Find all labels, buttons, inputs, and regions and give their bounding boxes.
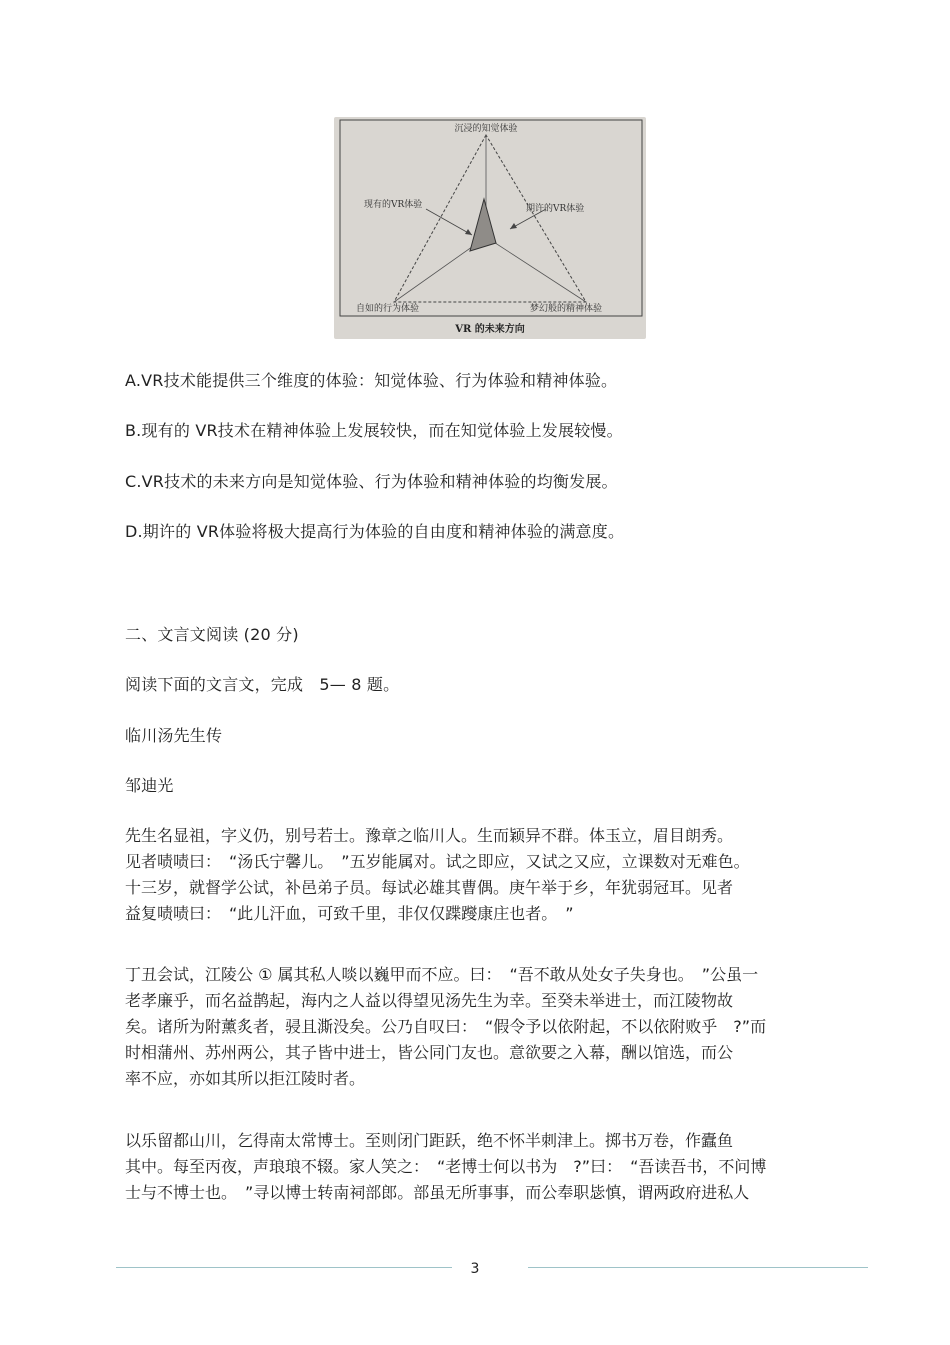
paragraph-1 (125, 823, 750, 927)
vr-diagram (334, 117, 646, 339)
label-expected-vr: 期许的VR体验 (526, 204, 585, 214)
paragraph-line: 矣。诸所为附薰炙者，骎且澌没矣。公乃自叹曰： “假令予以依附起，不以依附败乎 ?”而 (125, 1017, 767, 1036)
diagram-frame (340, 120, 642, 316)
article-title: 临川汤先生传 (125, 726, 223, 745)
vr-diagram-svg (334, 117, 646, 339)
paragraph-line: 先生名显祖，字义仍，别号若士。豫章之临川人。生而颖异不群。体玉立，眉目朗秀。 (125, 826, 734, 845)
paragraph-line: 其中。每至丙夜，声琅琅不辍。家人笑之： “老博士何以书为 ?”曰： “吾读吾书，不问博 (125, 1157, 767, 1176)
page-number: 3 (470, 1261, 480, 1277)
reading-instruction: 阅读下面的文言文，完成 5— 8 题。 (125, 675, 400, 694)
label-bottom-left: 自如的行为体验 (356, 304, 420, 314)
option-c: C.VR技术的未来方向是知觉体验、行为体验和精神体验的均衡发展。 (125, 472, 618, 491)
inner-triangle (470, 199, 496, 251)
paragraph-line: 十三岁，就督学公试，补邑弟子员。每试必雄其曹偶。庚午举于乡，年犹弱冠耳。见者 (125, 878, 734, 897)
paragraph-line: 见者啧啧曰： “汤氏宁馨儿。 ”五岁能属对。试之即应，又试之又应，立课数对无难色。 (125, 852, 750, 871)
paragraph-2 (125, 962, 766, 1092)
axis-right (486, 237, 586, 302)
paragraph-line: 老孝廉乎，而名益鹊起，海内之人益以得望见汤先生为幸。至癸未举进士，而江陵物故 (125, 991, 734, 1010)
label-top: 沉浸的知觉体验 (454, 124, 518, 134)
paragraph-3 (125, 1128, 766, 1206)
label-bottom-right: 梦幻般的精神体验 (530, 304, 603, 314)
paragraph-line: 以乐留都山川，乞得南太常博士。至则闭门距跃，绝不怀半刺津上。掷书万卷，作蠹鱼 (125, 1131, 734, 1150)
section-heading: 二、文言文阅读 (20 分) (125, 625, 299, 644)
paragraph-line: 时相蒲州、苏州两公，其子皆中进士，皆公同门友也。意欲要之入幕，酬以馆选，而公 (125, 1043, 734, 1062)
diagram-title: VR 的未来方向 (455, 324, 525, 335)
footer-divider-left (116, 1267, 452, 1268)
footer-divider-right (528, 1267, 868, 1268)
label-current-vr: 现有的VR体验 (364, 200, 423, 210)
option-a: A.VR技术能提供三个维度的体验：知觉体验、行为体验和精神体验。 (125, 371, 618, 390)
arrow-current (426, 209, 472, 235)
option-b: B.现有的 VR技术在精神体验上发展较快，而在知觉体验上发展较慢。 (125, 421, 623, 440)
option-d: D.期许的 VR体验将极大提高行为体验的自由度和精神体验的满意度。 (125, 522, 625, 541)
paragraph-line: 丁丑会试，江陵公 ① 属其私人啖以巍甲而不应。曰： “吾不敢从处女子失身也。 ”公虽一 (125, 965, 759, 984)
paragraph-line: 益复啧啧曰： “此儿汗血，可致千里，非仅仅蹀躞康庄也者。 ” (125, 904, 574, 923)
paragraph-line: 士与不博士也。 ”寻以博士转南祠部郎。部虽无所事事，而公奉职毖慎，谓两政府进私人 (125, 1183, 750, 1202)
article-author: 邹迪光 (125, 776, 174, 795)
outer-triangle (394, 135, 586, 302)
paragraph-line: 率不应，亦如其所以拒江陵时者。 (125, 1069, 366, 1088)
